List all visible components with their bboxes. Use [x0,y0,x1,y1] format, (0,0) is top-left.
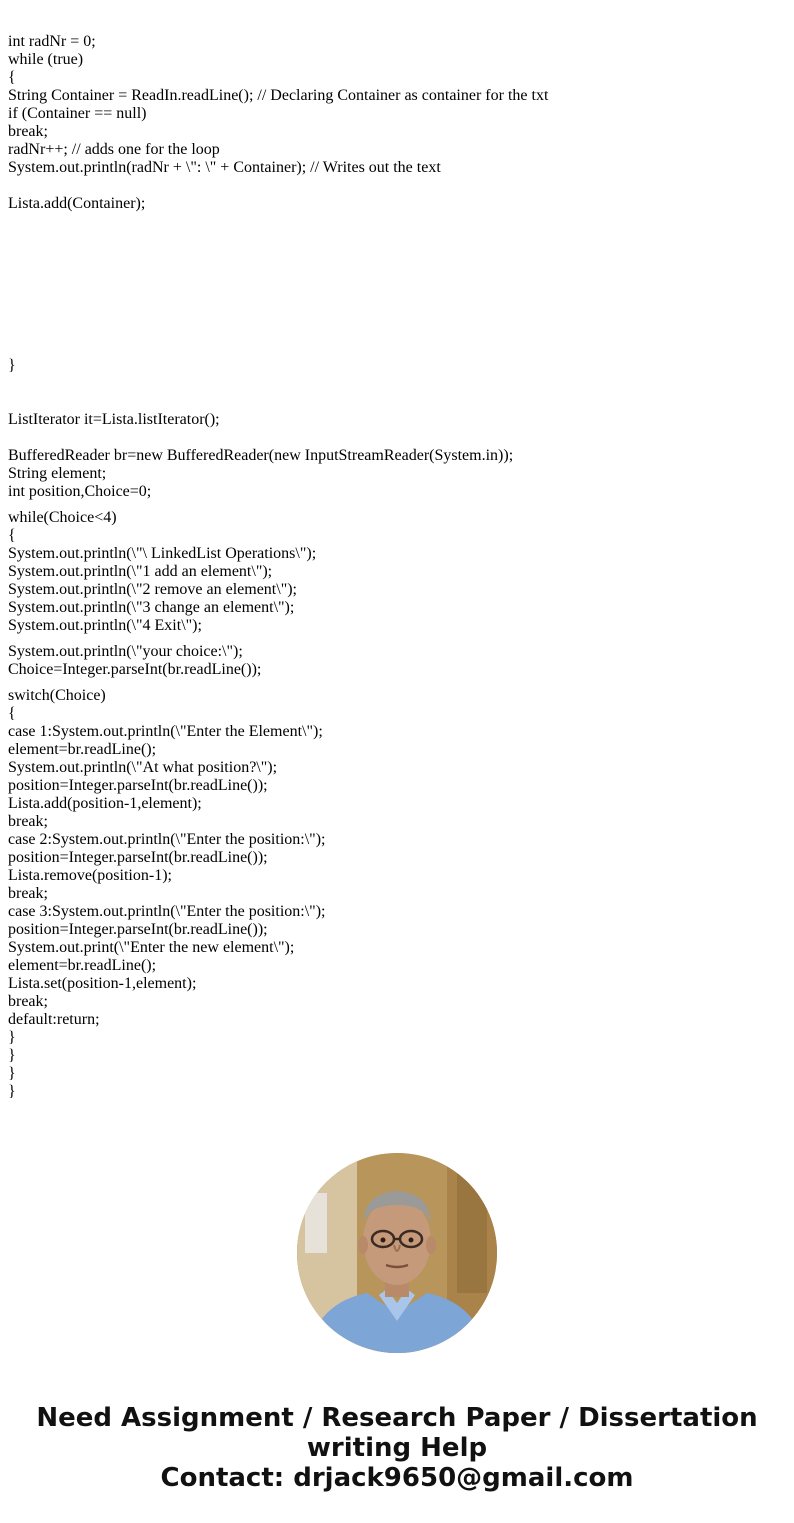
code-line: Lista.remove(position-1); [8,867,172,884]
code-line: } [8,1047,16,1064]
code-line: ListIterator it=Lista.listIterator(); [8,411,220,428]
code-line: break; [8,885,48,902]
code-line: break; [8,123,48,140]
code-line: switch(Choice) [8,687,106,704]
code-line: } [8,1029,16,1046]
code-line: while (true) [8,51,84,68]
code-line: int radNr = 0; [8,33,96,50]
code-line: case 1:System.out.println(\"Enter the Element\"); [8,723,323,740]
code-line: String element; [8,465,107,482]
code-line: break; [8,993,48,1010]
code-line: break; [8,813,48,830]
code-line: position=Integer.parseInt(br.readLine()); [8,921,268,938]
code-line: Lista.add(position-1,element); [8,795,202,812]
promo-line: Need Assignment / Research Paper / Dissertation [36,1403,758,1433]
code-line: default:return; [8,1011,100,1028]
code-line: Lista.add(Container); [8,195,146,212]
code-line: String Container = ReadIn.readLine(); // Declaring Container as container for the txt [8,87,549,104]
code-line: System.out.print(\"Enter the new element\"); [8,939,295,956]
code-line: position=Integer.parseInt(br.readLine()); [8,849,268,866]
spacer [8,177,788,195]
code-line: int position,Choice=0; [8,483,152,500]
spacer [8,375,788,411]
code-line: case 3:System.out.println(\"Enter the position:\"); [8,903,326,920]
code-line: element=br.readLine(); [8,741,157,758]
code-line: System.out.println(\"3 change an element\"); [8,599,295,616]
code-line: { [8,69,16,86]
spacer [8,429,788,447]
promo-banner [0,1403,794,1493]
code-line: { [8,527,16,544]
code-line: while(Choice<4) [8,509,117,526]
code-line: } [8,357,16,374]
code-line: System.out.println(\"\ LinkedList Operations\"); [8,545,317,562]
code-line: System.out.println(\"your choice:\"); [8,643,243,660]
code-line: BufferedReader br=new BufferedReader(new InputStreamReader(System.in)); [8,447,514,464]
spacer [8,213,788,321]
code-block [8,33,788,1101]
code-line: position=Integer.parseInt(br.readLine()); [8,777,268,794]
code-line: Lista.set(position-1,element); [8,975,197,992]
code-line: radNr++; // adds one for the loop [8,141,220,158]
code-line: element=br.readLine(); [8,957,157,974]
code-line: System.out.println(\"1 add an element\"); [8,563,273,580]
promo-contact: Contact: drjack9650@gmail.com [160,1463,634,1493]
spacer [8,679,788,687]
code-line: } [8,1065,16,1082]
author-avatar [297,1153,497,1353]
code-line: System.out.println(\"At what position?\"); [8,759,278,776]
code-line: case 2:System.out.println(\"Enter the position:\"); [8,831,326,848]
code-line: { [8,705,16,722]
promo-line: writing Help [306,1433,488,1463]
code-line: System.out.println(\"2 remove an element\"); [8,581,297,598]
code-line: Choice=Integer.parseInt(br.readLine()); [8,661,262,678]
spacer [8,635,788,643]
spacer [8,321,788,357]
code-line: System.out.println(radNr + \": \" + Container); // Writes out the text [8,159,441,176]
code-line: } [8,1083,16,1100]
code-line: System.out.println(\"4 Exit\"); [8,617,202,634]
spacer [8,501,788,509]
author-portrait-icon [297,1153,497,1353]
code-line: if (Container == null) [8,105,147,122]
